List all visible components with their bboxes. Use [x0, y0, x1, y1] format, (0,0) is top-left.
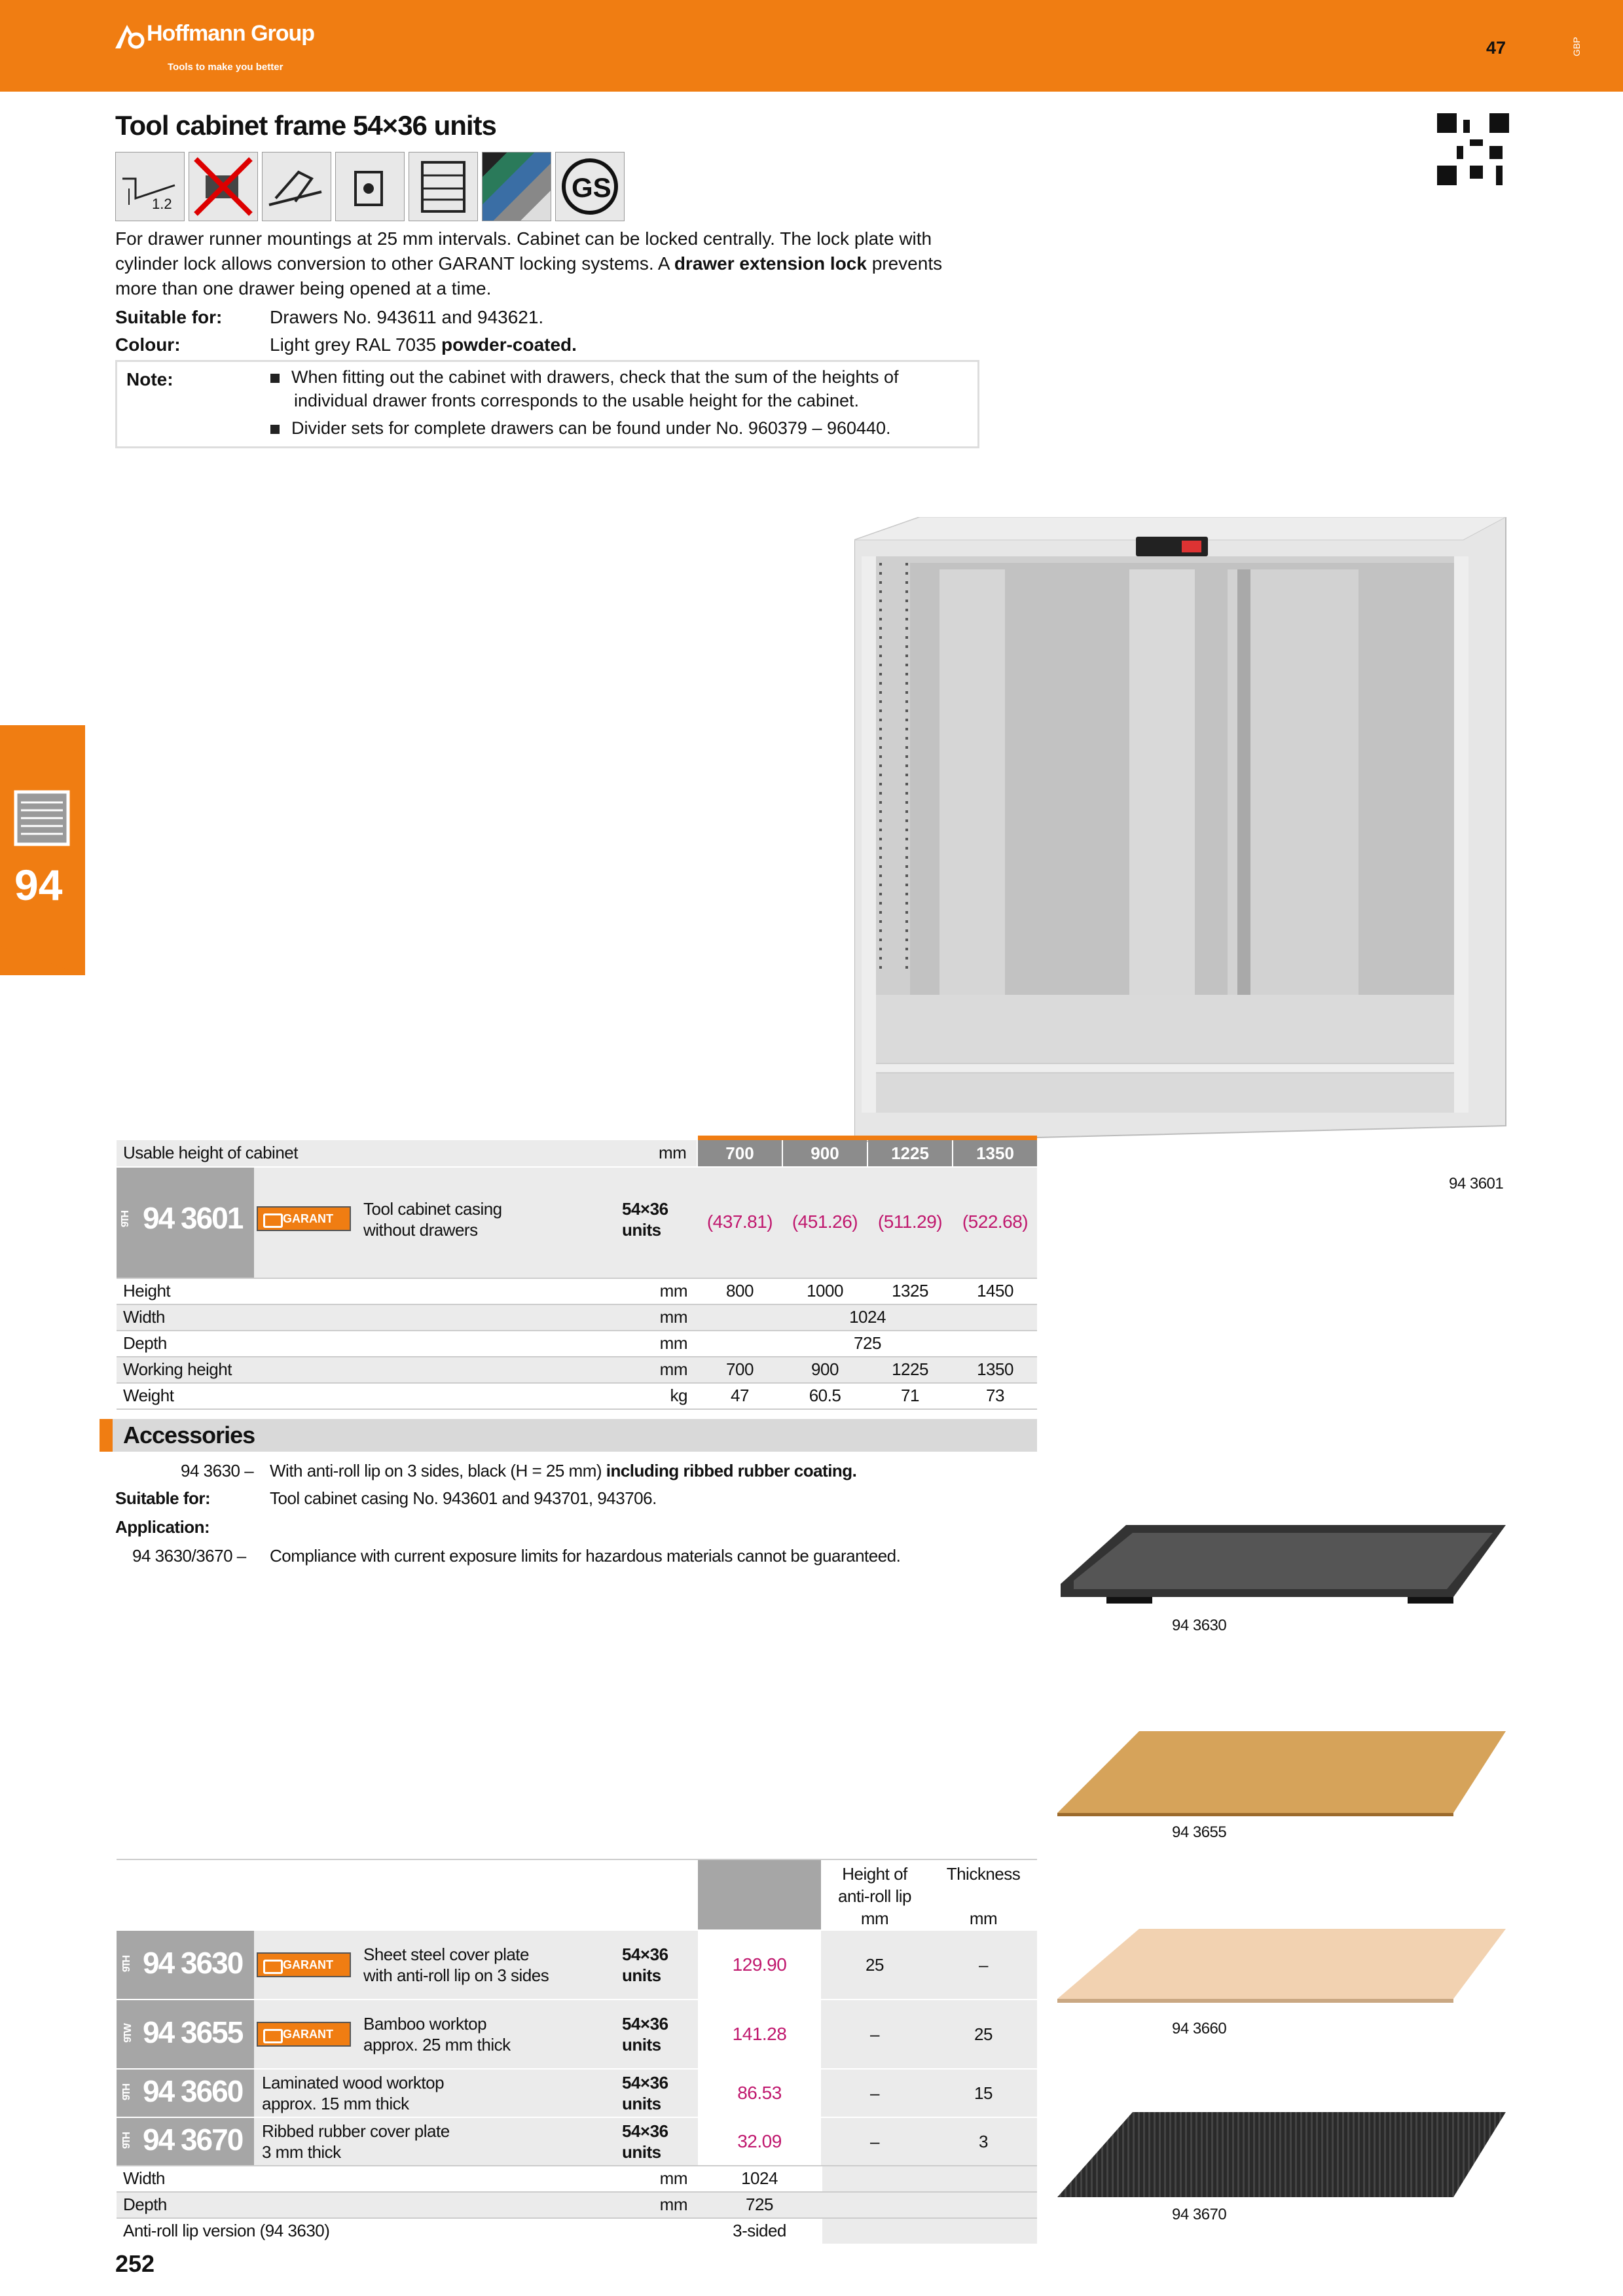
price: (437.81) — [706, 1211, 773, 1232]
article-description: Tool cabinet casing without drawers — [363, 1199, 502, 1240]
accessory-number: 94 3630/3670 – — [132, 1546, 246, 1566]
no-forklift-icon — [189, 152, 258, 221]
hoffmann-logo-icon — [113, 20, 145, 52]
spec-value: 60.5 — [809, 1386, 841, 1405]
spec-label: Weight — [123, 1386, 174, 1405]
spec-value: 1024 — [741, 2168, 778, 2188]
colour-label: Colour: — [115, 334, 181, 355]
note-bullet-cont: individual drawer fronts corresponds to the usable height for the cabinet. — [294, 391, 860, 410]
laminated-worktop-image — [1054, 1926, 1510, 2004]
article-number-cell[interactable] — [117, 2000, 254, 2068]
qr-code-icon[interactable] — [1437, 113, 1509, 186]
brand-tagline: Tools to make you better — [168, 62, 283, 73]
article-number-cell[interactable] — [117, 2070, 254, 2117]
lip-height-value: – — [870, 2083, 879, 2103]
article-units: 54×36 units — [622, 1945, 668, 1985]
article-code: 9TH — [121, 2084, 133, 2101]
price: (511.29) — [877, 1211, 943, 1232]
description-line: cylinder lock allows conversion to other GARANT locking systems. A drawer extension lock prevents — [115, 253, 943, 274]
row-divider — [117, 1408, 1037, 1410]
spec-value: 725 — [854, 1333, 881, 1353]
price: 129.90 — [732, 1954, 787, 1975]
garant-logo: GARANT — [257, 1952, 351, 1977]
spec-value: 1000 — [807, 1281, 843, 1300]
spec-value: 47 — [731, 1386, 749, 1405]
row-divider — [117, 2165, 1037, 2166]
lip-height-value: 25 — [866, 1955, 884, 1975]
article-units: 54×36 units — [622, 2014, 668, 2054]
bullet-icon — [270, 374, 280, 383]
image-caption: 94 3670 — [1172, 2206, 1227, 2223]
currency-label: GBP — [1571, 37, 1582, 56]
suitable-value: Drawers No. 943611 and 943621. — [270, 307, 544, 327]
article-units: 54×36 units — [622, 1199, 668, 1240]
height-column-header: 700 — [698, 1140, 782, 1166]
spec-value: 71 — [901, 1386, 919, 1405]
spec-unit: mm — [659, 1359, 687, 1379]
article-code: 9TH — [121, 2132, 133, 2149]
spec-unit: mm — [659, 2168, 687, 2188]
steel-plate-image — [1054, 1518, 1510, 1617]
spec-value: 900 — [811, 1359, 839, 1379]
rail-1.2-icon — [115, 152, 185, 221]
spec-value: 1450 — [977, 1281, 1013, 1300]
thickness-value: 25 — [974, 2024, 993, 2044]
price: (451.26) — [792, 1211, 858, 1232]
thickness-value: 15 — [974, 2083, 993, 2103]
svg-text:GS: GS — [572, 172, 611, 203]
suitable-label: Suitable for: — [115, 1488, 211, 1508]
height-column-header: 1350 — [953, 1140, 1037, 1166]
rail-spacing-label: 1.2 — [152, 196, 172, 212]
spec-unit: mm — [659, 1281, 687, 1300]
accent-bar — [698, 1136, 1037, 1140]
spec-label: Depth — [123, 2195, 167, 2214]
article-number-cell[interactable] — [117, 1168, 254, 1278]
spec-unit: mm — [659, 1307, 687, 1327]
spec-value: 1024 — [849, 1307, 886, 1327]
thickness-value: 3 — [979, 2132, 988, 2151]
lip-height-value: – — [870, 2024, 879, 2044]
article-description: Ribbed rubber cover plate 3 mm thick — [262, 2121, 450, 2162]
spec-label: Depth — [123, 1333, 167, 1353]
accessories-heading: Accessories — [123, 1422, 255, 1448]
brand-name: Hoffmann Group — [147, 21, 315, 46]
unit-label: mm — [659, 1143, 687, 1162]
article-number[interactable]: 94 3601 — [143, 1201, 243, 1235]
usable-height-label: Usable height of cabinet — [123, 1143, 298, 1162]
rubber-plate-image — [1054, 2109, 1510, 2200]
empty-cell — [822, 2165, 1037, 2191]
spec-label: Width — [123, 1307, 165, 1327]
lip-height-value: – — [870, 2132, 879, 2151]
page-number: 252 — [115, 2250, 155, 2277]
article-number[interactable]: 94 3655 — [143, 2015, 243, 2049]
spec-label: Anti-roll lip version (94 3630) — [123, 2221, 330, 2240]
spec-value: 3-sided — [733, 2221, 786, 2240]
spec-value: 1350 — [977, 1359, 1013, 1379]
feature-icons — [115, 152, 625, 221]
spec-value: 800 — [726, 1281, 754, 1300]
drawer-cabinet-icon — [12, 788, 72, 848]
application-label: Application: — [115, 1517, 210, 1537]
chapter-number: 94 — [14, 861, 63, 909]
price: 86.53 — [737, 2083, 782, 2103]
spec-value: 725 — [746, 2195, 773, 2214]
image-caption: 94 3660 — [1172, 2020, 1227, 2037]
height-column-header: 1225 — [868, 1140, 952, 1166]
colour-swatch-icon — [482, 152, 551, 221]
article-code: 9TW — [122, 2024, 134, 2043]
spec-label: Width — [123, 2168, 165, 2188]
description-line: more than one drawer being opened at a time. — [115, 278, 492, 298]
table2-top-line — [117, 1859, 1037, 1860]
price: 141.28 — [732, 2024, 787, 2044]
image-caption: 94 3601 — [1449, 1175, 1504, 1193]
colour-value: Light grey RAL 7035 powder-coated. — [270, 334, 577, 355]
image-caption: 94 3655 — [1172, 1823, 1227, 1841]
article-number[interactable]: 94 3660 — [143, 2074, 243, 2108]
suitable-label: Suitable for: — [115, 307, 223, 327]
cabinet-image — [854, 517, 1508, 1142]
spec-value: 1325 — [892, 1281, 928, 1300]
article-number[interactable]: 94 3670 — [143, 2123, 243, 2157]
spec-unit: kg — [670, 1386, 687, 1405]
price: (522.68) — [962, 1211, 1029, 1232]
spec-value: 1225 — [892, 1359, 928, 1379]
spec-value: 700 — [726, 1359, 754, 1379]
article-units: 54×36 units — [622, 2073, 668, 2113]
price: 32.09 — [737, 2131, 782, 2151]
height-column-header: 900 — [783, 1140, 867, 1166]
garant-logo: GARANT — [257, 2022, 351, 2047]
empty-cell — [822, 2217, 1037, 2244]
description-line: For drawer runner mountings at 25 mm intervals. Cabinet can be locked centrally. The lock plate with — [115, 228, 932, 249]
spec-unit: mm — [659, 1333, 687, 1353]
garant-logo: GARANT — [257, 1206, 351, 1231]
header-page-number: 47 — [1486, 38, 1506, 58]
article-number-cell[interactable] — [117, 2118, 254, 2165]
article-description: Sheet steel cover plate with anti-roll lip on 3 sides — [363, 1945, 549, 1985]
accessory-text: Compliance with current exposure limits for hazardous materials cannot be guaranteed. — [270, 1546, 901, 1566]
empty-cell — [822, 2191, 1037, 2217]
article-description: Laminated wood worktop approx. 15 mm thick — [262, 2073, 445, 2113]
thickness-value: – — [979, 1955, 988, 1975]
spec-label: Height — [123, 1281, 171, 1300]
thickness-header: Thickness mm — [946, 1864, 1021, 1928]
bullet-icon — [270, 425, 280, 434]
article-number-cell[interactable] — [117, 1931, 254, 1999]
image-caption: 94 3630 — [1172, 1617, 1227, 1634]
article-code: 9TH — [121, 1956, 133, 1973]
note-box — [115, 360, 979, 448]
row-divider — [117, 2191, 1037, 2193]
lip-height-header: Height of anti-roll lip mm — [838, 1864, 911, 1928]
article-description: Bamboo worktop approx. 25 mm thick — [363, 2014, 511, 2054]
lock-plate-icon — [335, 152, 405, 221]
spec-unit: mm — [659, 2195, 687, 2214]
note-bullet: When fitting out the cabinet with drawers, check that the sum of the heights of — [270, 366, 899, 388]
article-units: 54×36 units — [622, 2121, 668, 2162]
note-label: Note: — [126, 369, 173, 389]
spec-value: 73 — [986, 1386, 1004, 1405]
price-column-header — [698, 1860, 821, 1929]
page-title: Tool cabinet frame 54×36 units — [115, 110, 496, 141]
accessory-text: With anti-roll lip on 3 sides, black (H = 25 mm) including ribbed rubber coating. — [270, 1461, 857, 1480]
spec-label: Working height — [123, 1359, 232, 1379]
suitable-value: Tool cabinet casing No. 943601 and 943701, 943706. — [270, 1488, 657, 1508]
accessory-number: 94 3630 – — [181, 1461, 254, 1480]
cabinet-icon — [409, 152, 478, 221]
chapter-tab — [0, 725, 85, 975]
article-number[interactable]: 94 3630 — [143, 1946, 243, 1980]
article-code: 9TH — [120, 1211, 132, 1228]
gs-mark-icon — [555, 152, 625, 221]
description — [115, 226, 986, 301]
note-bullet: Divider sets for complete drawers can be found under No. 960379 – 960440. — [270, 417, 891, 439]
bamboo-worktop-image — [1054, 1728, 1510, 1816]
drill-icon — [262, 152, 331, 221]
